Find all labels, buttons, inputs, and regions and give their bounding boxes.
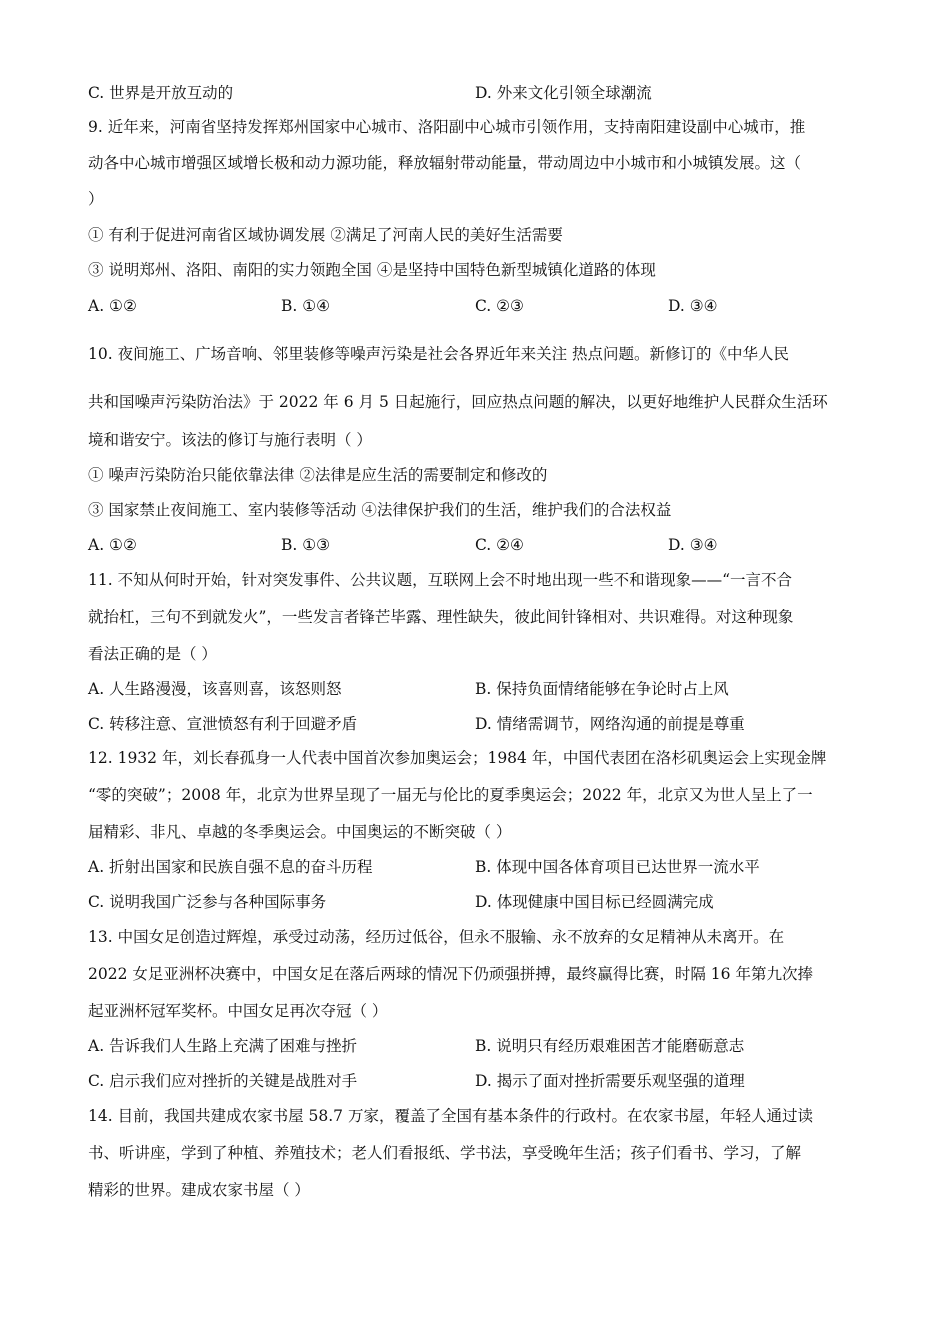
q14-stem-line-2: 书、听讲座，学到了种植、养殖技术；老人们看报纸、学书法，享受晚年生活；孩子们看书、学习，了解 (88, 1144, 802, 1162)
q9-option-b: B. ①④ (281, 297, 331, 315)
q13-option-c: C. 启示我们应对挫折的关键是战胜对手 (88, 1072, 358, 1090)
q10-option-c: C. ②④ (475, 536, 524, 554)
q11-option-a: A. 人生路漫漫，该喜则喜，该怒则怒 (88, 680, 342, 698)
q9-stem-line-1: 9. 近年来，河南省坚持发挥郑州国家中心城市、洛阳副中心城市引领作用，支持南阳建设副中心城市，推 (88, 118, 806, 136)
q8-option-d: D. 外来文化引领全球潮流 (475, 84, 652, 102)
q9-statements-2: ③ 说明郑州、洛阳、南阳的实力领跑全国 ④是坚持中国特色新型城镇化道路的体现 (88, 261, 656, 279)
q10-option-a: A. ①② (88, 536, 137, 554)
q10-option-b: B. ①③ (281, 536, 331, 554)
q10-statements-1: ① 噪声污染防治只能依靠法律 ②法律是应生活的需要制定和修改的 (88, 466, 548, 484)
q13-option-a: A. 告诉我们人生路上充满了困难与挫折 (88, 1037, 358, 1055)
q11-option-b: B. 保持负面情绪能够在争论时占上风 (475, 680, 729, 698)
q10-option-d: D. ③④ (668, 536, 718, 554)
q11-option-d: D. 情绪需调节，网络沟通的前提是尊重 (475, 715, 745, 733)
q10-statements-2: ③ 国家禁止夜间施工、室内装修等活动 ④法律保护我们的生活，维护我们的合法权益 (88, 501, 672, 519)
q9-stem-line-3: ） (88, 190, 104, 208)
q9-option-d: D. ③④ (668, 297, 718, 315)
q12-stem-line-2: “零的突破”；2008 年，北京为世界呈现了一届无与伦比的夏季奥运会；2022 年，北京又为世人呈上了一 (88, 786, 813, 804)
q12-option-a: A. 折射出国家和民族自强不息的奋斗历程 (88, 858, 373, 876)
q9-statements-1: ① 有利于促进河南省区域协调发展 ②满足了河南人民的美好生活需要 (88, 226, 563, 244)
q13-stem-line-3: 起亚洲杯冠军奖杯。中国女足再次夺冠（ ） (88, 1002, 388, 1020)
q9-option-c: C. ②③ (475, 297, 524, 315)
q14-stem-line-3: 精彩的世界。建成农家书屋（ ） (88, 1181, 310, 1199)
q13-option-d: D. 揭示了面对挫折需要乐观坚强的道理 (475, 1072, 745, 1090)
q13-option-b: B. 说明只有经历艰难困苦才能磨砺意志 (475, 1037, 745, 1055)
q9-option-a: A. ①② (88, 297, 137, 315)
q11-stem-line-1: 11. 不知从何时开始，针对突发事件、公共议题，互联网上会不时地出现一些不和谐现象——“一言不合 (88, 571, 793, 589)
q11-stem-line-2: 就抬杠，三句不到就发火”，一些发言者锋芒毕露、理性缺失，彼此间针锋相对、共识难得。对这种现象 (88, 608, 794, 626)
q11-stem-line-3: 看法正确的是（ ） (88, 645, 217, 663)
q10-stem-line-1: 10. 夜间施工、广场音响、邻里装修等噪声污染是社会各界近年来关注 热点问题。新修订的《中华人民 (88, 345, 790, 363)
q12-stem-line-1: 12. 1932 年，刘长春孤身一人代表中国首次参加奥运会；1984 年，中国代表团在洛杉矶奥运会上实现金牌 (88, 749, 827, 767)
q10-stem-line-3: 境和谐安宁。该法的修订与施行表明（ ） (88, 431, 372, 449)
q11-option-c: C. 转移注意、宣泄愤怒有利于回避矛盾 (88, 715, 358, 733)
q13-stem-line-1: 13. 中国女足创造过辉煌，承受过动荡，经历过低谷，但永不服输、永不放弃的女足精神从未离开。在 (88, 928, 785, 946)
q12-option-c: C. 说明我国广泛参与各种国际事务 (88, 893, 327, 911)
q8-option-c: C. 世界是开放互动的 (88, 84, 234, 102)
q13-stem-line-2: 2022 女足亚洲杯决赛中，中国女足在落后两球的情况下仍顽强拼搏，最终赢得比赛，时隔 16 年第九次捧 (88, 965, 813, 983)
q12-option-d: D. 体现健康中国目标已经圆满完成 (475, 893, 714, 911)
q12-option-b: B. 体现中国各体育项目已达世界一流水平 (475, 858, 760, 876)
q10-stem-line-2: 共和国噪声污染防治法》于 2022 年 6 月 5 日起施行，回应热点问题的解决，以更好地维护人民群众生活环 (88, 393, 828, 411)
q9-stem-line-2: 动各中心城市增强区域增长极和动力源功能，释放辐射带动能量，带动周边中小城市和小城镇发展。这（ (88, 154, 802, 172)
q12-stem-line-3: 届精彩、非凡、卓越的冬季奥运会。中国奥运的不断突破（ ） (88, 823, 512, 841)
q14-stem-line-1: 14. 目前，我国共建成农家书屋 58.7 万家，覆盖了全国有基本条件的行政村。在农家书屋，年轻人通过读 (88, 1107, 813, 1125)
